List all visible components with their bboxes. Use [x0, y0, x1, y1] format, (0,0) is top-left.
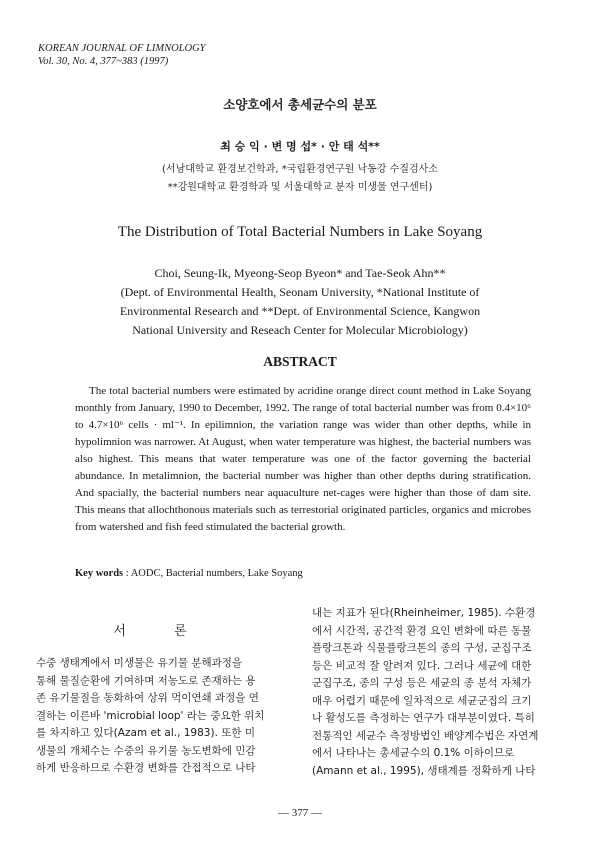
- body-line: 내는 지표가 된다(Rheinheimer, 1985). 수환경: [312, 607, 536, 619]
- body-line: 통해 물질순환에 기여하며 저농도로 존재하는 용: [36, 674, 256, 687]
- keywords: [75, 568, 303, 579]
- body-column-left: [36, 655, 286, 778]
- english-affiliation-2: Environmental Research and **Dept. of Environmental Science, Kangwon: [119, 304, 481, 318]
- body-line: 생물의 개체수는 수중의 유기물 농도변화에 민감: [36, 744, 256, 757]
- korean-authors: 최 승 익 · 변 명 섭* · 안 태 석**: [220, 140, 380, 153]
- korean-affiliation-2: **강원대학교 환경학과 및 서울대학교 분자 미생물 연구센터): [167, 182, 433, 193]
- body-line: 하게 반응하므로 수환경 변화를 간접적으로 나타: [36, 762, 256, 774]
- abstract-heading: ABSTRACT: [263, 354, 337, 369]
- body-line: 에서 시간적, 공간적 환경 요인 변화에 따른 동물: [312, 624, 532, 637]
- korean-affiliation-1: (서남대학교 환경보건학과, *국립환경연구원 낙동강 수질검사소: [162, 164, 438, 175]
- english-title: The Distribution of Total Bacterial Numbers in Lake Soyang: [117, 224, 483, 240]
- body-line: (Amann et al., 1995), 생태계를 정확하게 나타: [312, 764, 536, 777]
- journal-header: [38, 42, 206, 68]
- journal-name: KOREAN JOURNAL OF LIMNOLOGY: [38, 43, 206, 54]
- english-authors: Choi, Seung-Ik, Myeong-Seop Byeon* and Tae-Seok Ahn**: [154, 266, 446, 280]
- body-line: 결하는 이른바 'microbial loop' 라는 중요한 위치: [36, 709, 265, 722]
- body-line: 존 유기물질을 동화하여 상위 먹이연쇄 과정을 연: [36, 692, 259, 704]
- body-line: 군집구조, 종의 구성 등은 세균의 종 분석 자체가: [312, 677, 532, 689]
- body-line: 수중 생태계에서 미생물은 유기물 분해과정을: [36, 657, 243, 669]
- keywords-label: Key words: [75, 568, 124, 579]
- body-column-right: [312, 605, 562, 780]
- abstract-text: The total bacterial numbers were estimated by acridine orange direct count method in Lake Soyang monthly from January, 1990 to December, 1992. The range of total bacterial number was from 0.4×10⁶ to 4.7×10⁶ cells · ml⁻¹. In epilimnion, the variation range was wider than other depths, while in hypolimnion was narrower. At August, when water temperature was highest, the bacterial numbers was also highest. This means that water temperature was one of the factor governing the bacterial abundance. In metalimnion, the bacterial number was higher than other depths during stratification. And spacially, the bacterial numbers near aquaculture net-cages were higher than those of dam site. This means that allochthonous materials such as terrestorial originated particles, organics and microbes from watershed and fish feed stimulated the bacterial growth.: [75, 385, 531, 533]
- body-line: 나 활성도를 측정하는 연구가 대부분이였다. 특히: [312, 712, 535, 724]
- english-affiliation-3: National University and Reseach Center for Molecular Microbiology): [132, 323, 468, 337]
- korean-title: 소양호에서 총세균수의 분포: [223, 97, 377, 112]
- body-line: 플랑크톤과 식물플랑크톤의 종의 구성, 군집구조: [312, 642, 532, 654]
- body-line: 에서 나타나는 총세균수의 0.1% 이하이므로: [312, 747, 515, 759]
- english-affiliation-1: (Dept. of Environmental Health, Seonam University, *National Institute of: [120, 285, 480, 299]
- page-number: — 377 —: [278, 807, 322, 819]
- section-title-introduction: 서 론: [113, 624, 209, 639]
- body-line: 등은 비교적 잘 알려져 있다. 그러나 세균에 대한: [312, 659, 532, 672]
- body-line: 매우 어렵기 때문에 일차적으로 세균군집의 크기: [312, 694, 532, 707]
- body-line: 전통적인 세균수 측정방법인 배양계수법은 자연계: [312, 729, 539, 742]
- body-line: 를 차지하고 있다(Azam et al., 1983). 또한 미: [36, 727, 256, 739]
- journal-volume: Vol. 30, No. 4, 377~383 (1997): [38, 56, 169, 67]
- keywords-text: : AODC, Bacterial numbers, Lake Soyang: [125, 568, 303, 579]
